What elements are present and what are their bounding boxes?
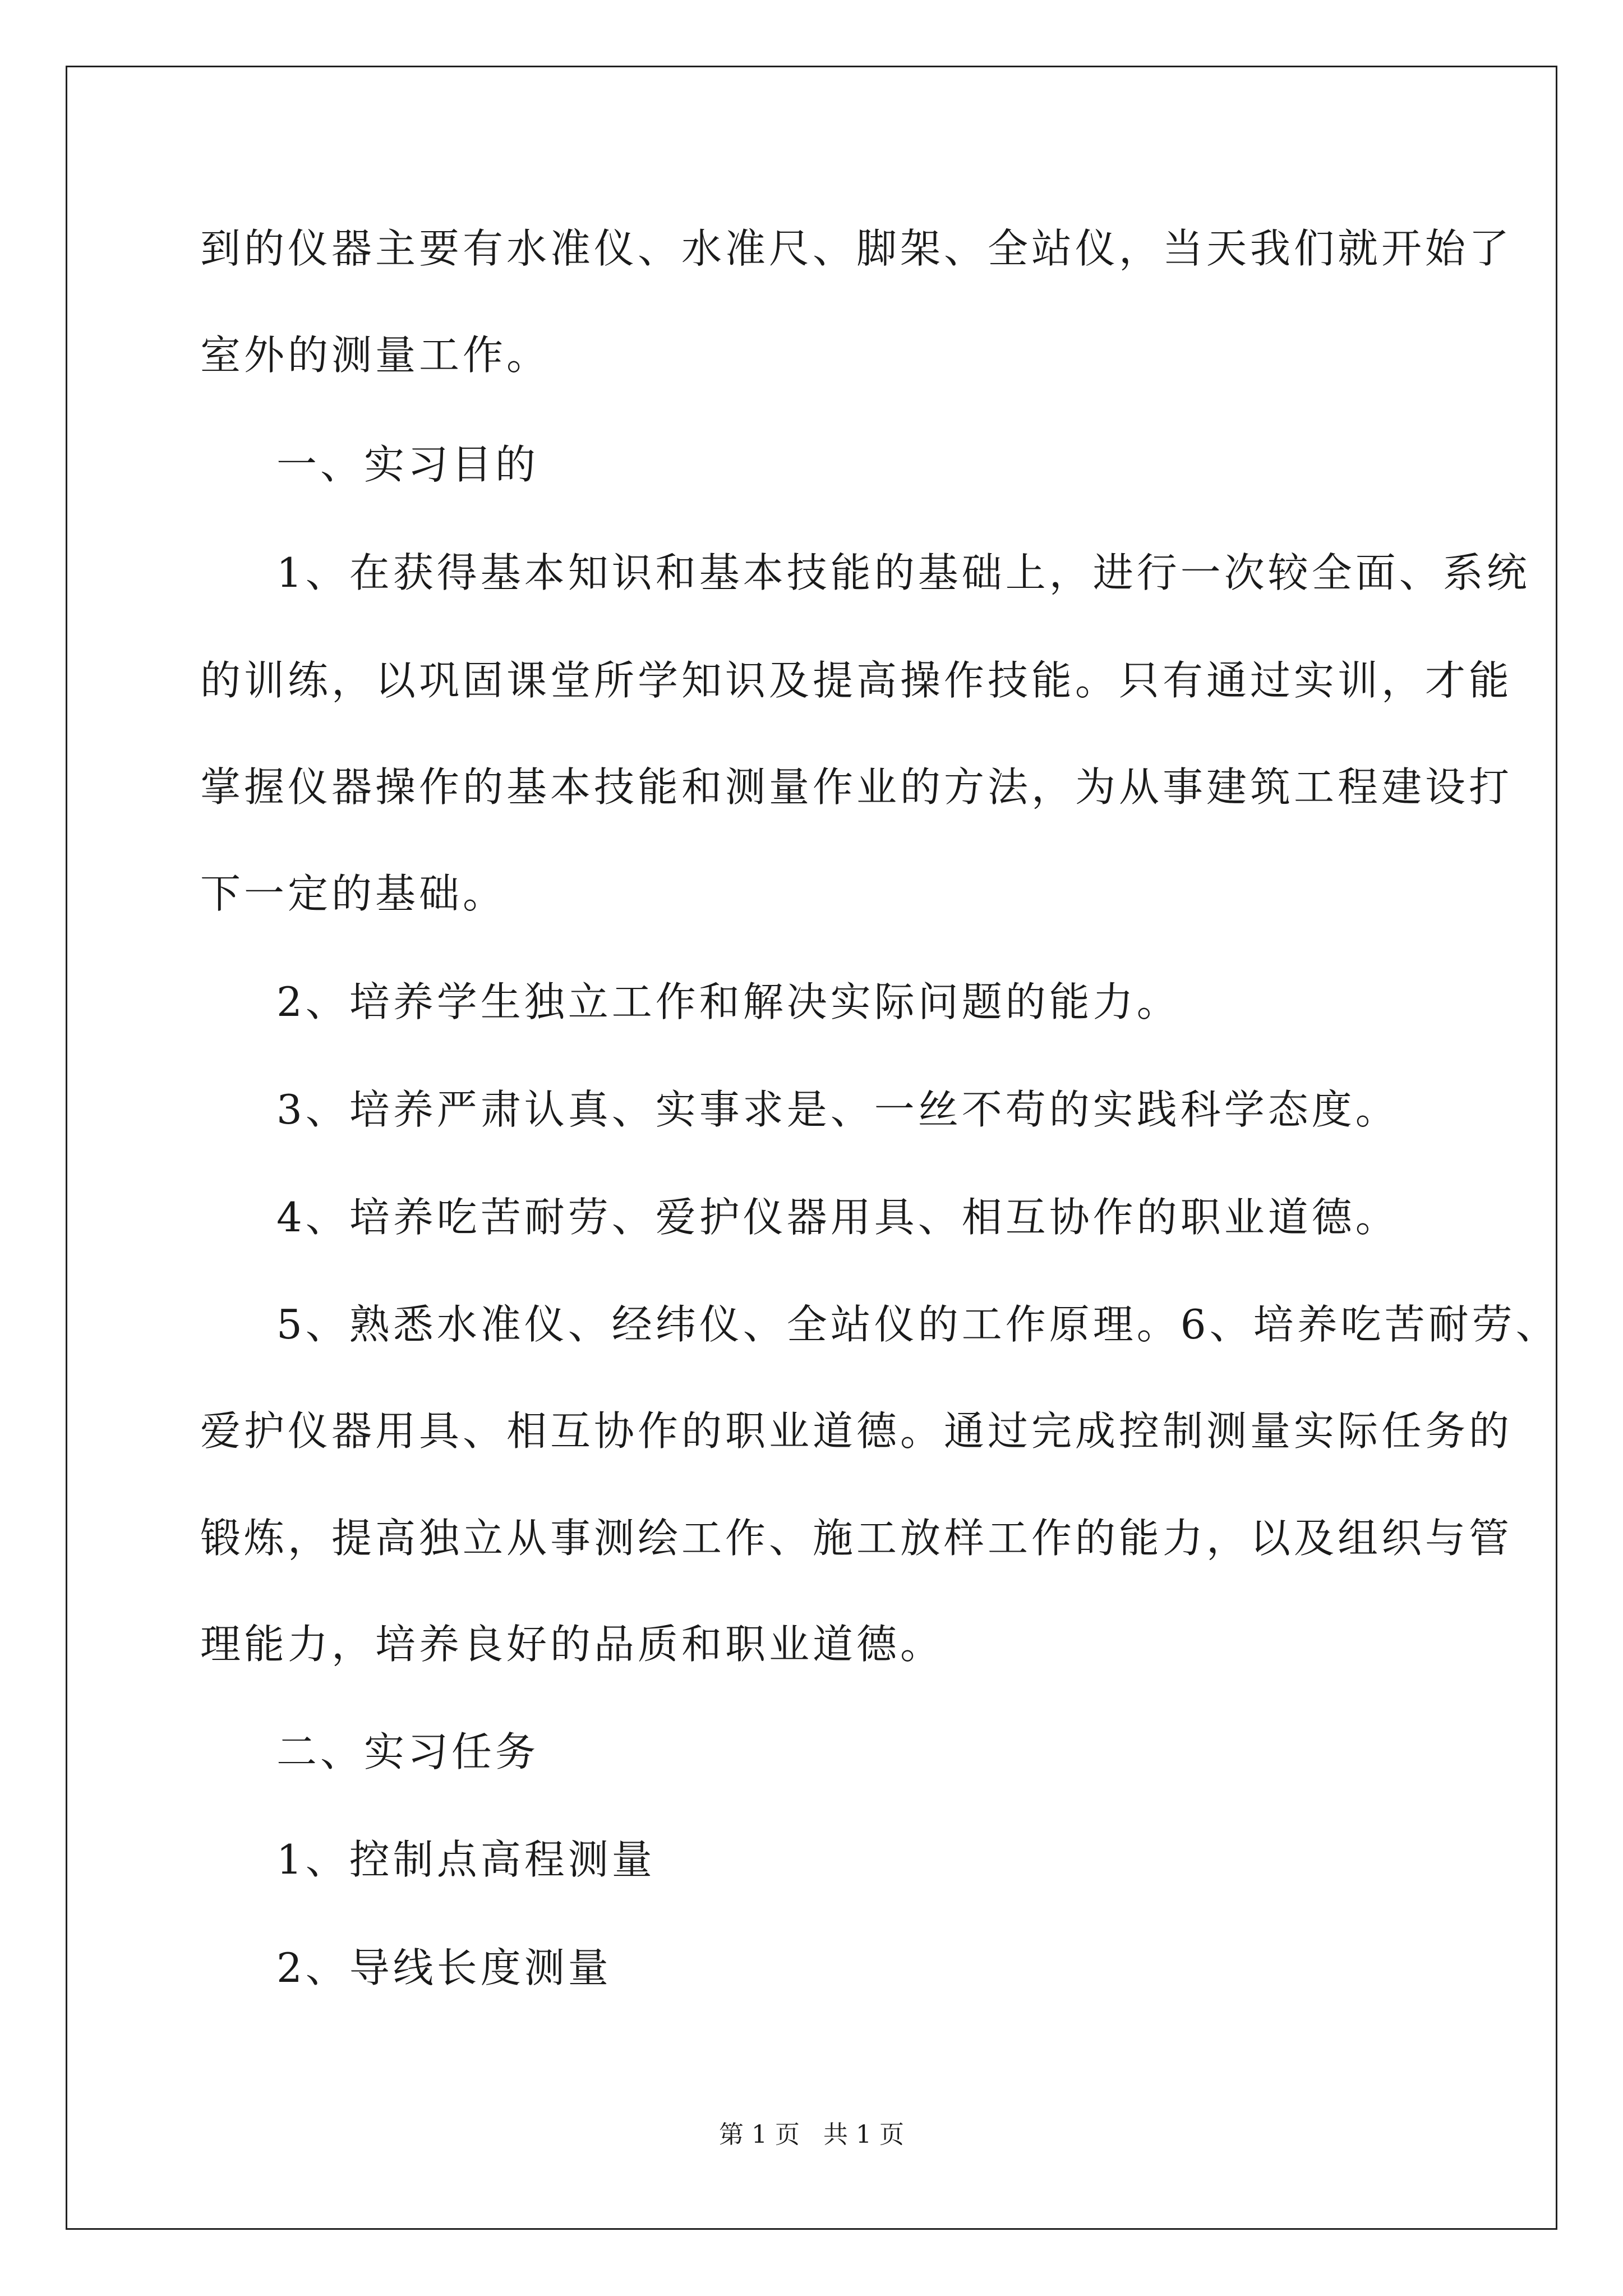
section-heading: 一、实习目的 xyxy=(276,441,540,488)
body-text-line: 理能力，培养良好的品质和职业道德。 xyxy=(200,1621,944,1668)
list-item: 1、在获得基本知识和基本技能的基础上，进行一次较全面、系统 xyxy=(276,549,1530,596)
list-item: 2、导线长度测量 xyxy=(276,1944,612,1991)
body-text-line: 锻炼，提高独立从事测绘工作、施工放样工作的能力，以及组织与管 xyxy=(200,1515,1513,1562)
list-item: 2、培养学生独立工作和解决实际问题的能力。 xyxy=(276,978,1181,1025)
page-border xyxy=(66,66,1557,2230)
body-text-line: 下一定的基础。 xyxy=(200,870,507,917)
body-text-line: 室外的测量工作。 xyxy=(200,332,551,379)
body-text-line: 掌握仪器操作的基本技能和测量作业的方法，为从事建筑工程建设打 xyxy=(200,763,1513,811)
body-text-line: 爱护仪器用具、相互协作的职业道德。通过完成控制测量实际任务的 xyxy=(200,1407,1513,1455)
page-number-footer: 第 1 页 共 1 页 xyxy=(719,2120,904,2149)
body-text-line: 的训练，以巩固课堂所学知识及提高操作技能。只有通过实训，才能 xyxy=(200,657,1513,704)
list-item: 4、培养吃苦耐劳、爱护仪器用具、相互协作的职业道德。 xyxy=(276,1194,1399,1241)
list-item: 1、控制点高程测量 xyxy=(276,1836,656,1883)
list-item: 3、培养严肃认真、实事求是、一丝不苟的实践科学态度。 xyxy=(276,1086,1399,1133)
section-heading: 二、实习任务 xyxy=(276,1728,540,1775)
list-item: 5、熟悉水准仪、经纬仪、全站仪的工作原理。6、培养吃苦耐劳、 xyxy=(276,1301,1560,1348)
body-text-line: 到的仪器主要有水准仪、水准尺、脚架、全站仪，当天我们就开始了 xyxy=(200,225,1513,272)
